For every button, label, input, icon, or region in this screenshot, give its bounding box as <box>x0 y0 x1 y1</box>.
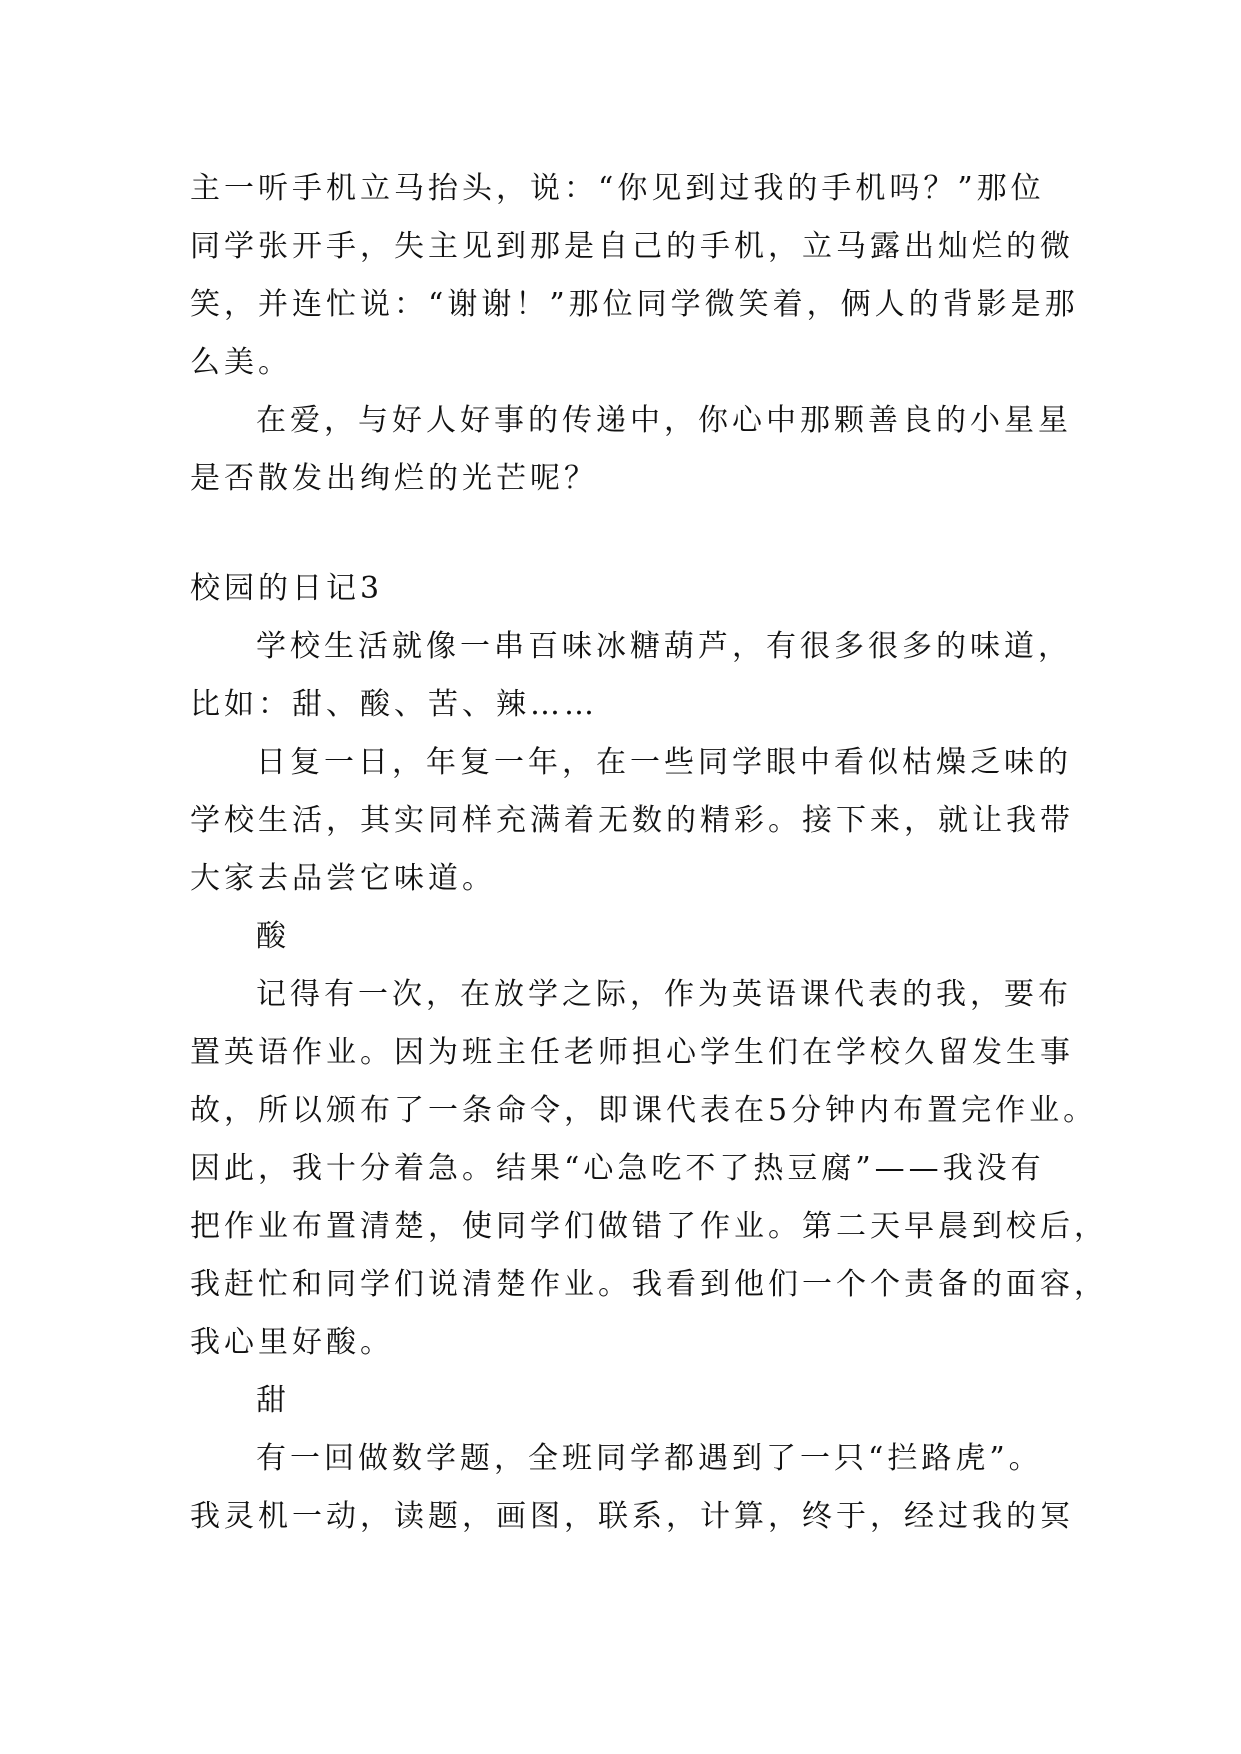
document-body <box>190 160 1108 1546</box>
paragraph-line: 是否散发出绚烂的光芒呢？ <box>190 461 598 496</box>
paragraph-line: 记得有一次，在放学之际，作为英语课代表的我，要布 <box>256 977 1072 1012</box>
paragraph-line: 学校生活就像一串百味冰糖葫芦，有很多很多的味道， <box>256 629 1072 664</box>
paragraph-line: 在爱，与好人好事的传递中，你心中那颗善良的小星星 <box>256 403 1072 438</box>
paragraph-line: 比如：甜、酸、苦、辣…… <box>190 687 598 722</box>
subheading-sour: 酸 <box>256 919 290 954</box>
paragraph-line: 有一回做数学题，全班同学都遇到了一只“拦路虎”。 <box>256 1441 1043 1476</box>
paragraph-line: 主一听手机立马抬头，说：“你见到过我的手机吗？”那位 <box>190 171 1045 206</box>
paragraph-line: 么美。 <box>190 345 292 380</box>
paragraph-line: 把作业布置清楚，使同学们做错了作业。第二天早晨到校后， <box>190 1209 1108 1244</box>
paragraph-line: 大家去品尝它味道。 <box>190 861 496 896</box>
paragraph-line: 我赶忙和同学们说清楚作业。我看到他们一个个责备的面容， <box>190 1267 1108 1302</box>
section-spacer <box>190 508 1070 560</box>
paragraph-line: 故，所以颁布了一条命令，即课代表在5分钟内布置完作业。 <box>190 1093 1098 1128</box>
subheading-sweet: 甜 <box>256 1383 290 1418</box>
paragraph-line: 我心里好酸。 <box>190 1325 394 1360</box>
paragraph-line: 笑，并连忙说：“谢谢！”那位同学微笑着，俩人的背影是那 <box>190 287 1079 322</box>
paragraph-line: 日复一日，年复一年，在一些同学眼中看似枯燥乏味的 <box>256 745 1072 780</box>
section-title: 校园的日记3 <box>190 571 384 606</box>
paragraph-line: 学校生活，其实同样充满着无数的精彩。接下来，就让我带 <box>190 803 1074 838</box>
paragraph-line: 因此，我十分着急。结果“心急吃不了热豆腐”——我没有 <box>190 1151 1045 1186</box>
paragraph-line: 我灵机一动，读题，画图，联系，计算，终于，经过我的冥 <box>190 1499 1074 1534</box>
paragraph-line: 置英语作业。因为班主任老师担心学生们在学校久留发生事 <box>190 1035 1074 1070</box>
paragraph-line: 同学张开手，失主见到那是自己的手机，立马露出灿烂的微 <box>190 229 1074 264</box>
